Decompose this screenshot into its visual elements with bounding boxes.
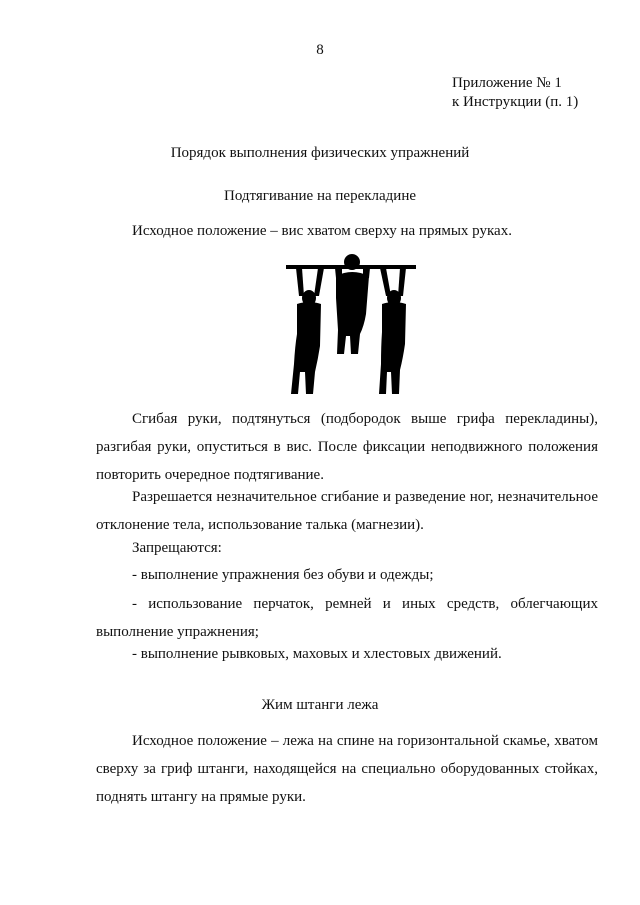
pull-up-svg [282, 254, 420, 400]
appendix-reference [452, 74, 578, 112]
forbidden-item-1: - выполнение упражнения без обуви и одежды; [132, 567, 434, 583]
bench-press-paragraph-1: Исходное положение – лежа на спине на горизонтальной скамье, хватом сверху за гриф штанги, находящейся на специально оборудованных стойках, поднять штангу на прямые руки. [96, 733, 598, 805]
figure-middle [335, 254, 370, 354]
forbidden-title: Запрещаются: [132, 540, 222, 556]
main-title: Порядок выполнения физических упражнений [170, 145, 470, 161]
appendix-line-1: Приложение № 1 [452, 75, 562, 91]
forbidden-item-3: - выполнение рывковых, маховых и хлестовых движений. [132, 646, 502, 662]
pullups-paragraph-2: Разрешается незначительное сгибание и разведение ног, незначительное отклонение тела, использование талька (магнезии). [96, 489, 598, 533]
figure-left [291, 268, 324, 394]
pull-up-figures-icon [282, 254, 420, 400]
section-title-pullups: Подтягивание на перекладине [223, 188, 417, 204]
section-title-bench-press: Жим штанги лежа [261, 697, 379, 713]
forbidden-item-2: - использование перчаток, ремней и иных средств, облегчающих выполнение упражнения; [96, 596, 598, 640]
pullups-start-position: Исходное положение – вис хватом сверху на прямых руках. [132, 223, 512, 239]
figure-right [379, 268, 406, 394]
page-number: 8 [316, 42, 324, 58]
appendix-line-2: к Инструкции (п. 1) [452, 94, 579, 110]
pullups-paragraph-1: Сгибая руки, подтянуться (подбородок выше грифа перекладины), разгибая руки, опуститься в вис. После фиксации неподвижного положения повторить очередное подтягивание. [96, 411, 598, 483]
